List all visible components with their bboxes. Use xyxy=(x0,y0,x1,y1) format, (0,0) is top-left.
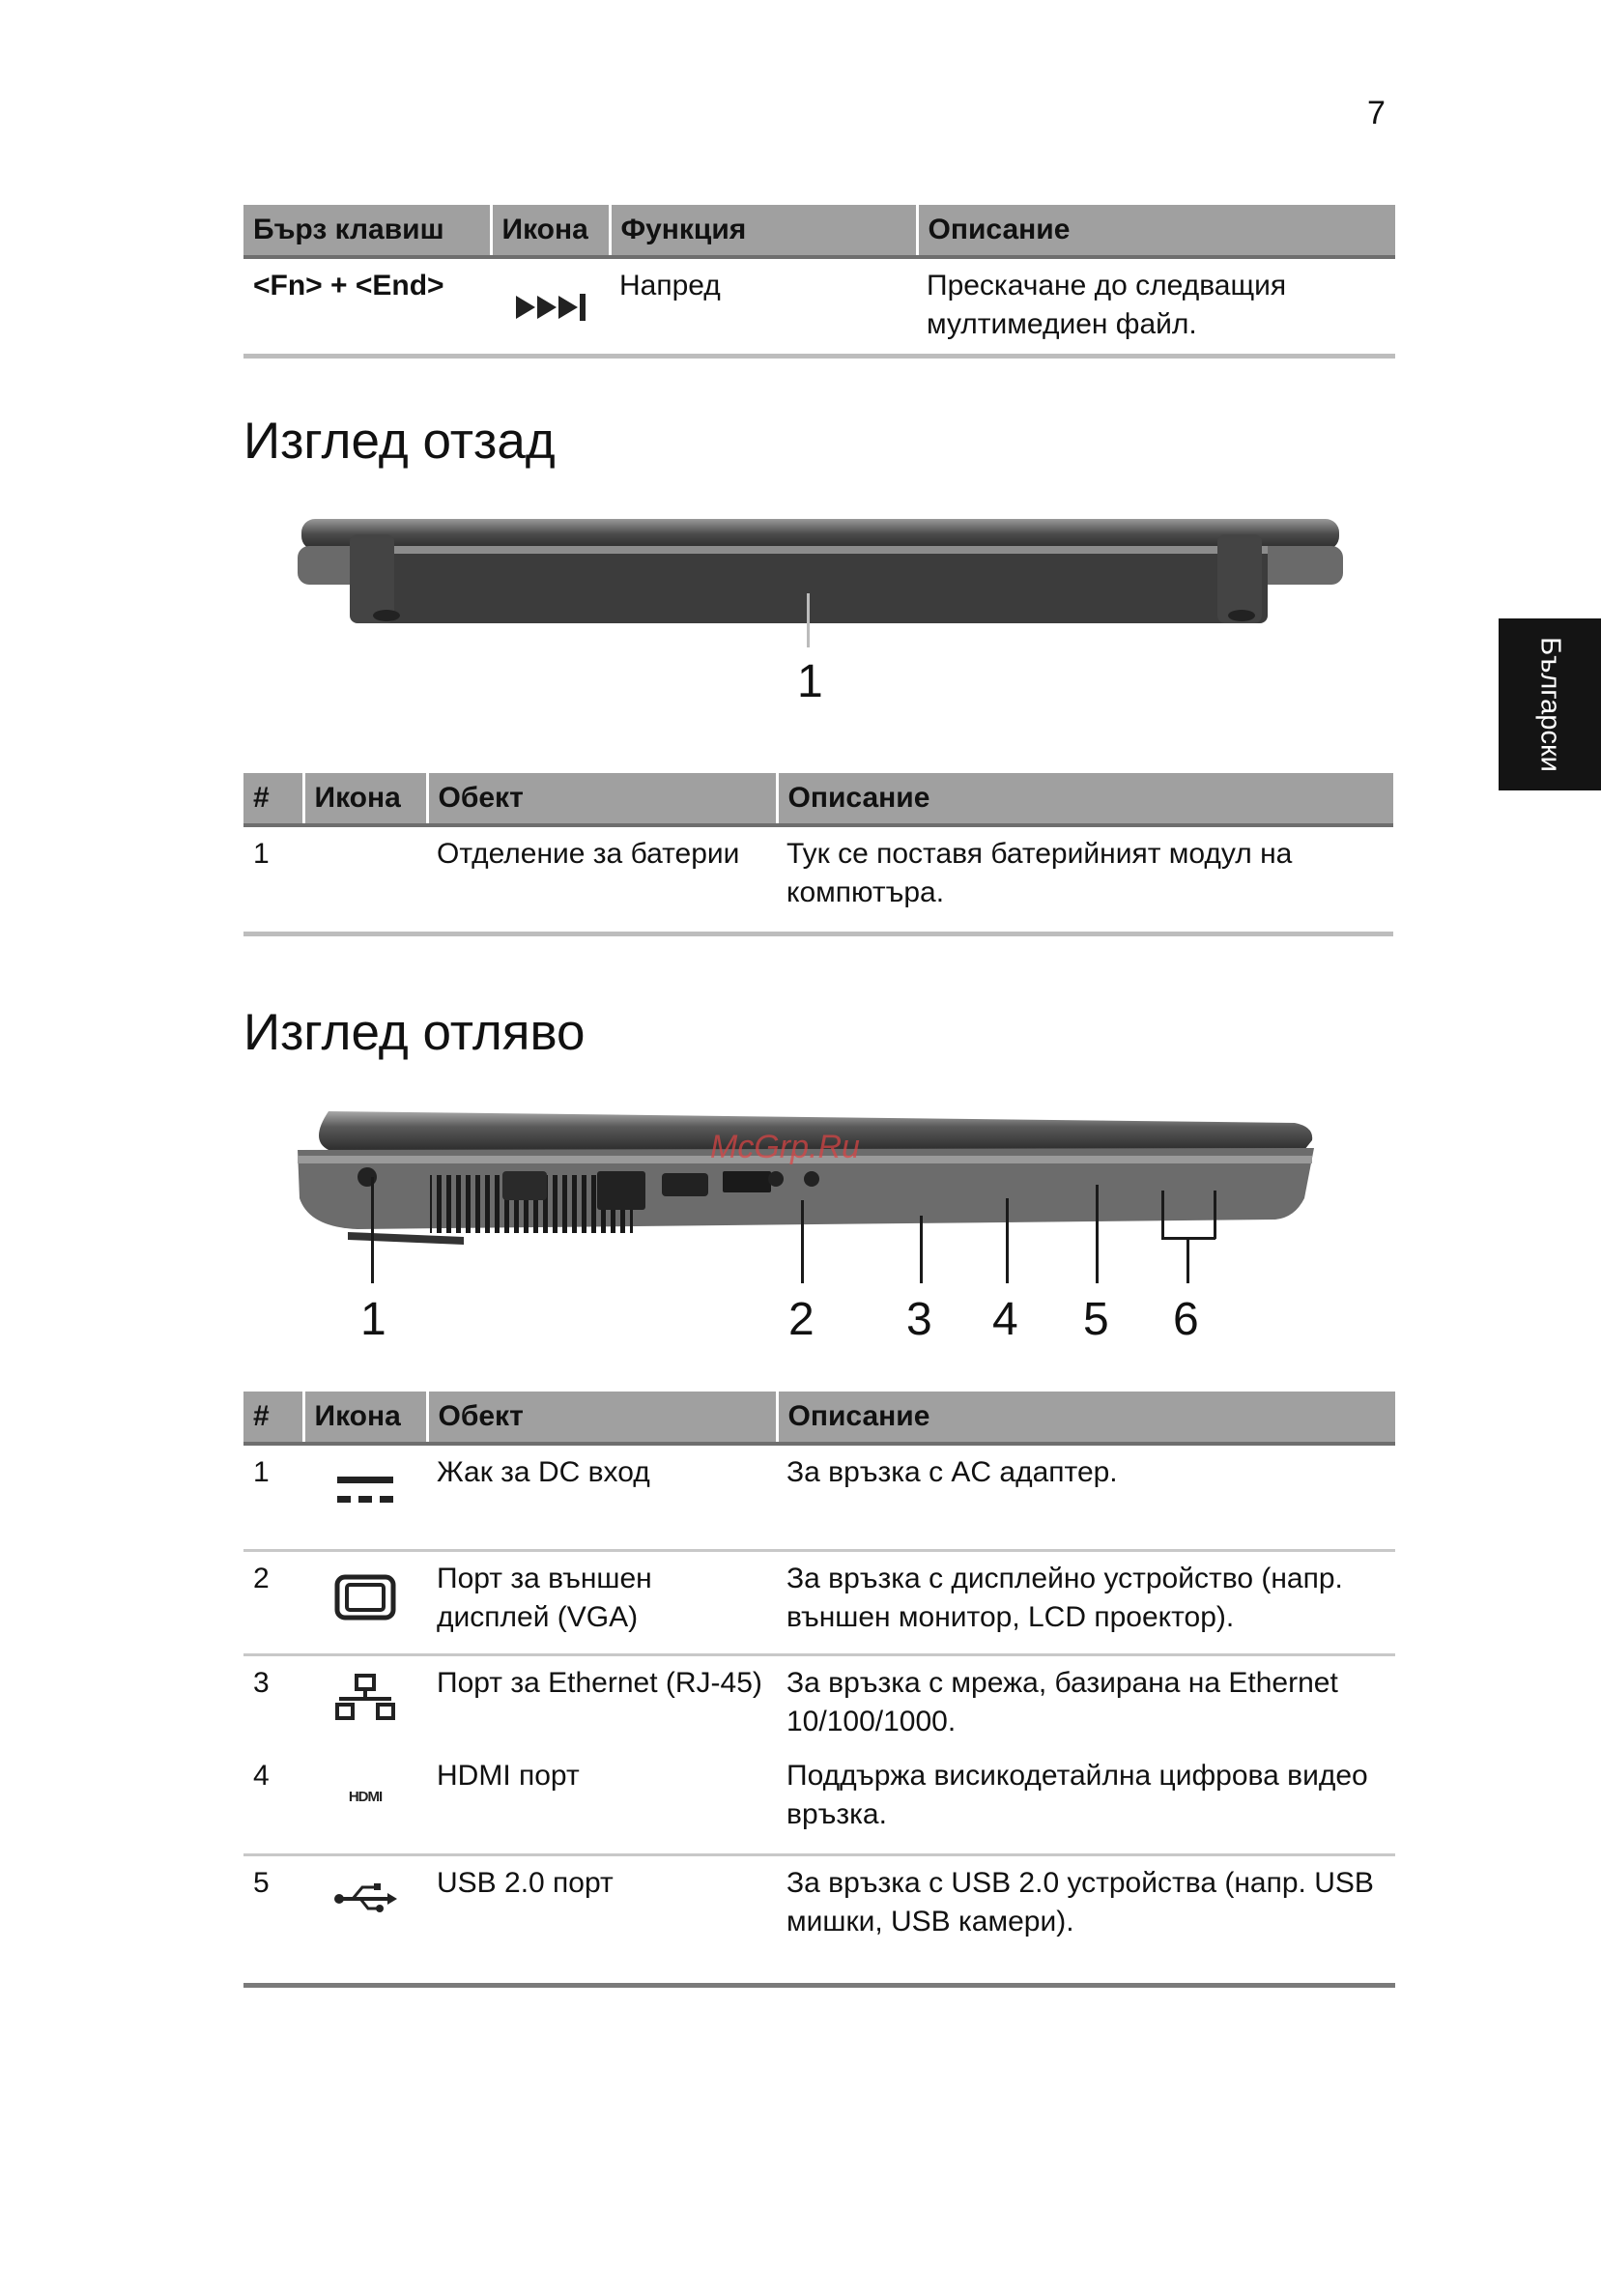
header-function: Функция xyxy=(610,205,917,257)
dc-in-icon xyxy=(303,1444,427,1550)
callout-leader-line xyxy=(807,593,810,647)
table-bottom-rule xyxy=(243,354,1395,359)
callout-leader-line xyxy=(1006,1198,1009,1283)
table-row xyxy=(243,1444,1395,1550)
left-view-table xyxy=(243,1392,1395,1964)
row-description: Тук се поставя батерийният модул на компютъра. xyxy=(786,838,1293,908)
row-number: 1 xyxy=(243,1444,303,1550)
left-callout-2: 2 xyxy=(788,1294,815,1345)
header-description: Описание xyxy=(917,205,1395,257)
header-icon: Икона xyxy=(303,1392,427,1444)
table-header-row xyxy=(243,1392,1395,1444)
language-tab xyxy=(1499,618,1601,790)
language-tab-label: Български xyxy=(1534,637,1566,772)
row-item: Порт за външен дисплей (VGA) xyxy=(427,1550,777,1654)
ethernet-icon xyxy=(303,1654,427,1749)
table-row xyxy=(243,257,1395,352)
rear-view-table xyxy=(243,773,1393,932)
row-item: HDMI порт xyxy=(427,1749,777,1855)
table-header-row xyxy=(243,205,1395,257)
watermark-text: McGrp.Ru xyxy=(710,1129,860,1165)
table-bottom-rule xyxy=(243,932,1393,936)
table-bottom-rule xyxy=(243,1983,1395,1988)
header-icon: Икона xyxy=(491,205,610,257)
callout-leader-line xyxy=(1214,1191,1216,1239)
callout-leader-line xyxy=(1186,1237,1189,1283)
row-item: Порт за Ethernet (RJ-45) xyxy=(437,1666,762,1699)
header-hotkey: Бърз клавиш xyxy=(243,205,491,257)
left-view-laptop-image xyxy=(290,1102,1333,1266)
header-number: # xyxy=(243,773,303,825)
usb-icon xyxy=(303,1855,427,1964)
callout-bracket xyxy=(1161,1237,1215,1240)
hotkey-table xyxy=(243,205,1395,352)
row-description: За връзка с мрежа, базирана на Ethernet 10/100/1000. xyxy=(786,1666,1338,1737)
table-header-row xyxy=(243,773,1393,825)
table-row xyxy=(243,1749,1395,1855)
table-row xyxy=(243,825,1393,932)
row-number: 5 xyxy=(253,1867,270,1899)
left-view-heading: Изглед отляво xyxy=(243,1004,586,1061)
rear-callout-1: 1 xyxy=(797,656,823,707)
row-icon xyxy=(303,825,427,932)
callout-leader-line xyxy=(1096,1185,1099,1283)
row-description: За връзка с USB 2.0 устройства (напр. USB мишки, USB камери). xyxy=(786,1867,1374,1937)
callout-leader-line xyxy=(920,1216,923,1283)
header-description: Описание xyxy=(777,1392,1395,1444)
row-description: За връзка с AC адаптер. xyxy=(777,1444,1395,1550)
row-number: 2 xyxy=(243,1550,303,1654)
callout-leader-line xyxy=(801,1200,804,1283)
callout-leader-line xyxy=(1161,1191,1164,1239)
row-description: За връзка с дисплейно устройство (напр. външен монитор, LCD проектор). xyxy=(777,1550,1395,1654)
callout-leader-line xyxy=(371,1177,374,1283)
table-row xyxy=(243,1550,1395,1654)
row-number: 1 xyxy=(253,838,270,870)
description-cell: Прескачане до следващия мултимедиен файл. xyxy=(927,270,1287,340)
left-callout-1: 1 xyxy=(360,1294,386,1345)
row-number: 3 xyxy=(253,1666,270,1699)
header-item: Обект xyxy=(427,1392,777,1444)
next-track-icon xyxy=(491,257,610,352)
row-number: 4 xyxy=(243,1749,303,1855)
header-number: # xyxy=(243,1392,303,1444)
hdmi-icon xyxy=(303,1749,427,1855)
row-description: Поддържа висикодетайлна цифрова видео връзка. xyxy=(777,1749,1395,1855)
left-callout-3: 3 xyxy=(906,1294,932,1345)
row-item: Жак за DC вход xyxy=(427,1444,777,1550)
left-callout-5: 5 xyxy=(1083,1294,1109,1345)
header-item: Обект xyxy=(427,773,777,825)
header-description: Описание xyxy=(777,773,1393,825)
row-item: USB 2.0 порт xyxy=(437,1867,614,1899)
left-callout-4: 4 xyxy=(992,1294,1018,1345)
table-row xyxy=(243,1654,1395,1749)
rear-view-heading: Изглед отзад xyxy=(243,413,556,470)
header-icon: Икона xyxy=(303,773,427,825)
function-cell: Напред xyxy=(619,270,721,301)
rear-view-laptop-image xyxy=(290,507,1353,633)
svg-text:HDMI: HDMI xyxy=(348,1788,383,1805)
row-item: Отделение за батерии xyxy=(437,838,740,870)
left-callout-6: 6 xyxy=(1173,1294,1199,1345)
table-row xyxy=(243,1855,1395,1964)
vga-icon xyxy=(303,1550,427,1654)
page-number: 7 xyxy=(1367,95,1386,131)
hotkey-cell: <Fn> + <End> xyxy=(253,270,444,301)
